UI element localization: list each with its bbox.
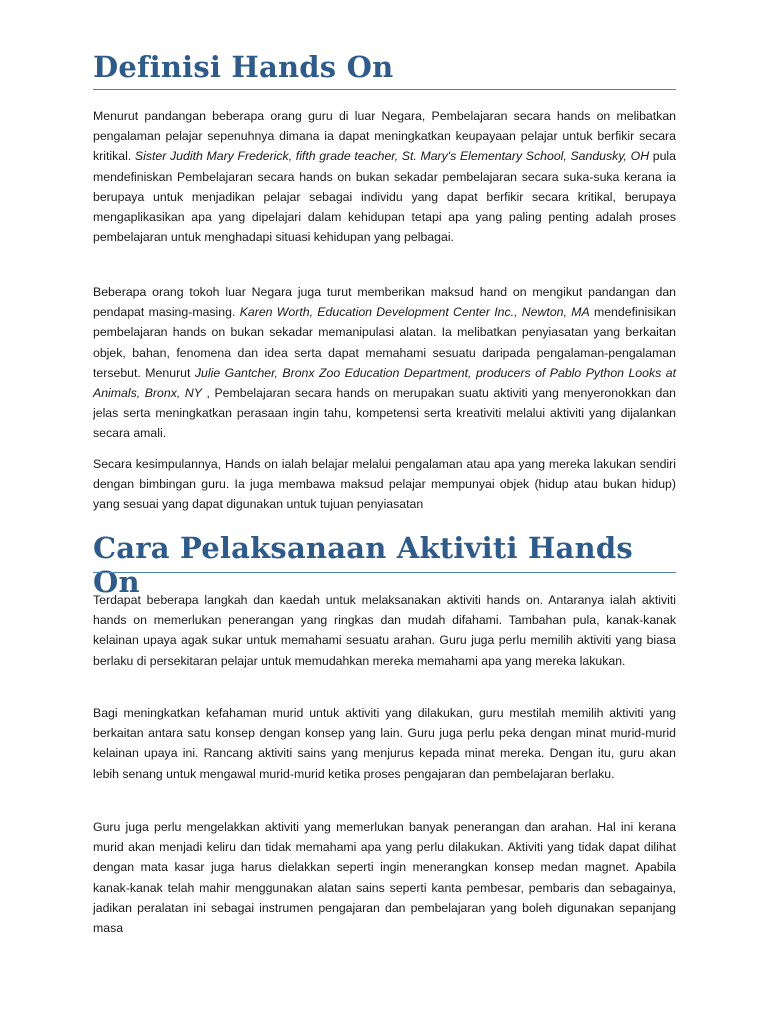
paragraph-pelaksanaan-2: Bagi meningkatkan kefahaman murid untuk aktiviti yang dilakukan, guru mestilah memilih aktiviti yang berkaitan antara satu konsep dengan konsep yang lain. Guru juga perlu peka dengan minat murid-murid kelainan upaya ini. Rancang aktiviti sains yang menjurus kepada minat mereka. Dengan itu, guru akan lebih senang untuk mengawal murid-murid ketika proses pengajaran dan pembelajaran berlaku. xyxy=(93,706,676,781)
paragraph-text: pula mendefiniskan Pembelajaran secara hands on bukan sekadar pembelajaran secara suka-suka kerana ia berupaya untuk menjadikan pelajar sebagai individu yang dapat berfikir secara kritikal, berupaya mengaplikasikan apa yang dipelajari dalam kehidupan tetapi apa yang paling penting adalah proses pembelajaran untuk menghadapi situasi kehidupan yang pelbagai. xyxy=(93,149,676,245)
heading-underline xyxy=(93,89,676,90)
heading-underline xyxy=(93,572,676,573)
paragraph-pelaksanaan-1: Terdapat beberapa langkah dan kaedah untuk melaksanakan aktiviti hands on. Antaranya ialah aktiviti hands on memerlukan penerangan yang ringkas dan mudah difahami. Tambahan pula, kanak-kanak kelainan upaya agak sukar untuk memahami sesuatu arahan. Guru juga perlu memilih aktiviti yang biasa berlaku di persekitaran pelajar untuk memudahkan mereka memahami apa yang mereka lakukan. xyxy=(93,593,676,668)
italic-citation: Julie Gantcher, Bronx Zoo Education Department, producers of Pablo Python Looks at Animals, Bronx, NY xyxy=(93,365,676,401)
heading-definisi-hands-on: Definisi Hands On xyxy=(93,50,394,84)
paragraph-definisi-1 xyxy=(93,106,676,247)
heading-cara-pelaksanaan: Cara Pelaksanaan Aktiviti Hands On xyxy=(93,531,633,599)
paragraph-text: mendefinisikan pembelajaran hands on bukan sekadar memanipulasi alatan. Ia melibatkan penyiasatan yang berkaitan objek, bahan, fenomena dan idea serta dapat memahami sesuatu daripada pengalaman-pengalaman tersebut. Menurut xyxy=(93,305,676,380)
paragraph-definisi-3: Secara kesimpulannya, Hands on ialah belajar melalui pengalaman atau apa yang mereka lakukan sendiri dengan bimbingan guru. Ia juga membawa maksud pelajar mempunyai objek (hidup atau bukan hidup) yang sesuai yang dapat digunakan untuk tujuan penyiasatan xyxy=(93,457,676,512)
paragraph-text: , Pembelajaran secara hands on merupakan suatu aktiviti yang menyeronokkan dan jelas serta meningkatkan perasaan ingin tahu, kompetensi serta kreativiti melalui aktiviti yang dijalankan secara amali. xyxy=(93,386,676,441)
paragraph-text: Menurut pandangan beberapa orang guru di luar Negara, Pembelajaran secara hands on melibatkan pengalaman pelajar sepenuhnya dimana ia dapat meningkatkan keupayaan pelajar untuk berfikir secara kritikal. xyxy=(93,109,676,164)
italic-citation: Karen Worth, Education Development Center Inc., Newton, MA xyxy=(239,305,590,320)
paragraph-text: Beberapa orang tokoh luar Negara juga turut memberikan maksud hand on mengikut pandangan dan pendapat masing-masing. xyxy=(93,285,676,320)
paragraph-pelaksanaan-3: Guru juga perlu mengelakkan aktiviti yang memerlukan banyak penerangan dan arahan. Hal ini kerana murid akan menjadi keliru dan tidak memahami apa yang perlu dilakukan. Aktiviti yang tidak dapat dilihat dengan mata kasar juga harus dielakkan seperti ingin menerangkan konsep medan magnet. Apabila kanak-kanak telah mahir menggunakan alatan sains seperti kanta pembesar, pembaris dan sebagainya, jadikan peralatan ini sebagai instrumen pengajaran dan pembelajaran yang boleh digunakan sepanjang masa xyxy=(93,820,676,936)
paragraph-definisi-2 xyxy=(93,282,676,444)
italic-citation: Sister Judith Mary Frederick, fifth grade teacher, St. Mary's Elementary School, Sandusky, OH xyxy=(134,149,650,164)
